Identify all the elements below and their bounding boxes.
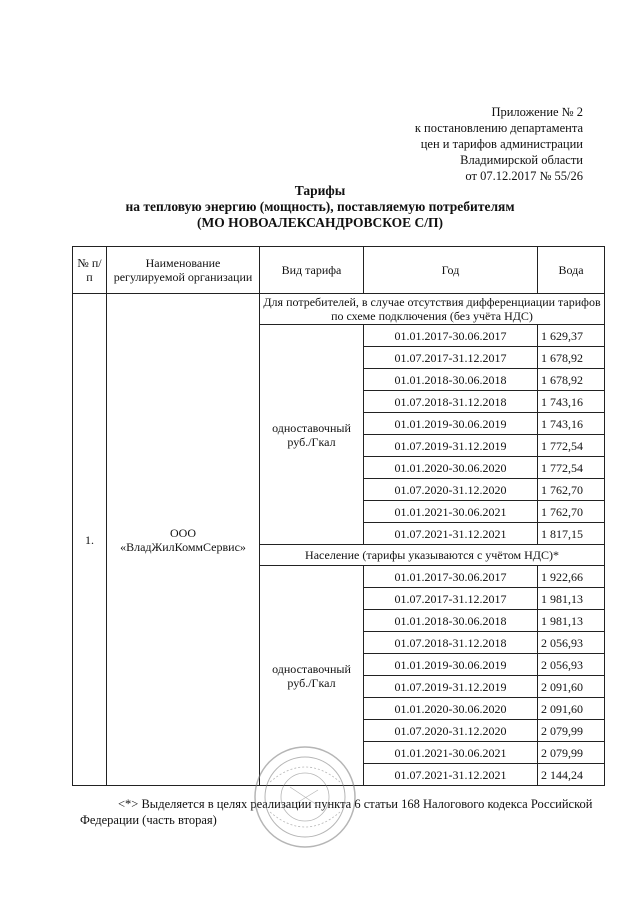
appendix-header — [283, 104, 583, 184]
period-cell: 01.01.2018-30.06.2018 — [364, 369, 538, 391]
header-year: Год — [364, 247, 538, 294]
header-num: № п/п — [73, 247, 107, 294]
period-cell: 01.01.2019-30.06.2019 — [364, 413, 538, 435]
period-cell: 01.01.2021-30.06.2021 — [364, 742, 538, 764]
section-title: Население (тарифы указываются с учётом НДС)* — [260, 545, 605, 566]
period-cell: 01.07.2021-31.12.2021 — [364, 764, 538, 786]
footnote-line: <*> Выделяется в целях реализации пункта 6 статьи 168 Налогового кодекса Российской — [118, 797, 593, 811]
period-cell: 01.07.2018-31.12.2018 — [364, 632, 538, 654]
water-value-cell: 2 079,99 — [538, 720, 605, 742]
header-water: Вода — [538, 247, 605, 294]
period-cell: 01.07.2020-31.12.2020 — [364, 479, 538, 501]
section-header-row — [73, 294, 605, 325]
tariff-type: одноставочный руб./Гкал — [260, 566, 364, 786]
water-value-cell: 2 144,24 — [538, 764, 605, 786]
water-value-cell: 1 772,54 — [538, 435, 605, 457]
title-main: Тарифы — [294, 183, 346, 198]
tariff-type: одноставочный руб./Гкал — [260, 325, 364, 545]
water-value-cell: 2 091,60 — [538, 698, 605, 720]
appendix-line: от 07.12.2017 № 55/26 — [465, 169, 583, 183]
official-stamp-seal — [250, 742, 360, 852]
water-value-cell: 1 981,13 — [538, 588, 605, 610]
organization-name: ООО «ВладЖилКоммСервис» — [107, 294, 260, 786]
water-value-cell: 1 772,54 — [538, 457, 605, 479]
period-cell: 01.07.2019-31.12.2019 — [364, 435, 538, 457]
period-cell: 01.01.2020-30.06.2020 — [364, 457, 538, 479]
period-cell: 01.07.2018-31.12.2018 — [364, 391, 538, 413]
water-value-cell: 1 743,16 — [538, 391, 605, 413]
water-value-cell: 1 678,92 — [538, 347, 605, 369]
header-type: Вид тарифа — [260, 247, 364, 294]
water-value-cell: 1 922,66 — [538, 566, 605, 588]
water-value-cell: 2 056,93 — [538, 654, 605, 676]
appendix-line: Приложение № 2 — [491, 105, 583, 119]
period-cell: 01.01.2017-30.06.2017 — [364, 325, 538, 347]
period-cell: 01.01.2020-30.06.2020 — [364, 698, 538, 720]
water-value-cell: 2 091,60 — [538, 676, 605, 698]
period-cell: 01.07.2017-31.12.2017 — [364, 588, 538, 610]
period-cell: 01.07.2017-31.12.2017 — [364, 347, 538, 369]
period-cell: 01.07.2021-31.12.2021 — [364, 523, 538, 545]
water-value-cell: 1 678,92 — [538, 369, 605, 391]
document-title — [60, 183, 580, 231]
appendix-line: к постановлению департамента — [414, 121, 583, 135]
header-org: Наименование регулируемой организации — [107, 247, 260, 294]
water-value-cell: 2 079,99 — [538, 742, 605, 764]
water-value-cell: 1 817,15 — [538, 523, 605, 545]
section-title: Для потребителей, в случае отсутствия дифференциации тарифов по схеме подключения (без учёта НДС) — [260, 294, 605, 325]
period-cell: 01.01.2018-30.06.2018 — [364, 610, 538, 632]
water-value-cell: 2 056,93 — [538, 632, 605, 654]
table-body — [73, 294, 605, 786]
tariff-table — [72, 246, 605, 786]
row-number: 1. — [73, 294, 107, 786]
water-value-cell: 1 762,70 — [538, 501, 605, 523]
table-header-row — [73, 247, 605, 294]
title-sub: на тепловую энергию (мощность), поставляемую потребителям — [125, 199, 515, 214]
period-cell: 01.01.2019-30.06.2019 — [364, 654, 538, 676]
water-value-cell: 1 743,16 — [538, 413, 605, 435]
footnote-line: Федерации (часть вторая) — [80, 813, 217, 827]
appendix-line: цен и тарифов администрации — [420, 137, 583, 151]
period-cell: 01.01.2021-30.06.2021 — [364, 501, 538, 523]
period-cell: 01.07.2019-31.12.2019 — [364, 676, 538, 698]
water-value-cell: 1 981,13 — [538, 610, 605, 632]
water-value-cell: 1 762,70 — [538, 479, 605, 501]
period-cell: 01.07.2020-31.12.2020 — [364, 720, 538, 742]
title-area: (МО НОВОАЛЕКСАНДРОВСКОЕ С/П) — [196, 215, 444, 230]
water-value-cell: 1 629,37 — [538, 325, 605, 347]
appendix-line: Владимирской области — [460, 153, 583, 167]
period-cell: 01.01.2017-30.06.2017 — [364, 566, 538, 588]
